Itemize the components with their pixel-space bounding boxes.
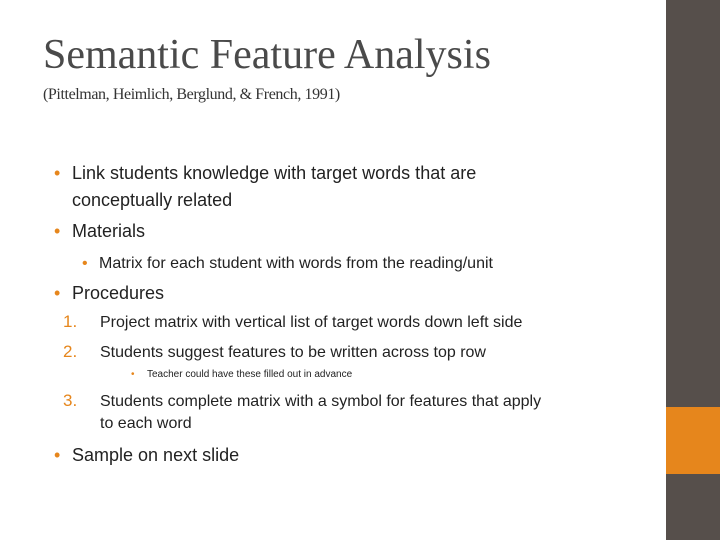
step-1-text: Project matrix with vertical list of target words down left side [100, 314, 523, 331]
sidebar-accent [666, 407, 720, 474]
step-1-number: 1. [63, 312, 78, 331]
bullet-link-line2: conceptually related [72, 190, 233, 210]
bullet-procedures: Procedures [72, 283, 165, 303]
slide-subtitle: (Pittelman, Heimlich, Berglund, & French, 1991) [43, 86, 340, 103]
bullet-materials: Materials [72, 221, 146, 241]
step-3-text-line2: to each word [100, 415, 192, 432]
bullet-icon: • [54, 163, 61, 183]
slide-title: Semantic Feature Analysis [43, 32, 491, 78]
sub-bullet-matrix: Matrix for each student with words from the reading/unit [99, 255, 493, 272]
step-2-text: Students suggest features to be written across top row [100, 344, 486, 361]
bullet-link-line1: Link students knowledge with target words that are [72, 163, 477, 183]
bullet-icon: • [131, 369, 135, 380]
bullet-icon: • [82, 255, 88, 272]
bullet-icon: • [54, 283, 61, 303]
bullet-sample: Sample on next slide [72, 445, 240, 465]
step-2-sub-bullet: Teacher could have these filled out in advance [147, 369, 353, 380]
step-2-number: 2. [63, 342, 78, 361]
bullet-icon: • [54, 221, 61, 241]
step-3-text-line1: Students complete matrix with a symbol for features that apply [100, 393, 542, 410]
step-3-number: 3. [63, 391, 78, 410]
bullet-icon: • [54, 445, 61, 465]
